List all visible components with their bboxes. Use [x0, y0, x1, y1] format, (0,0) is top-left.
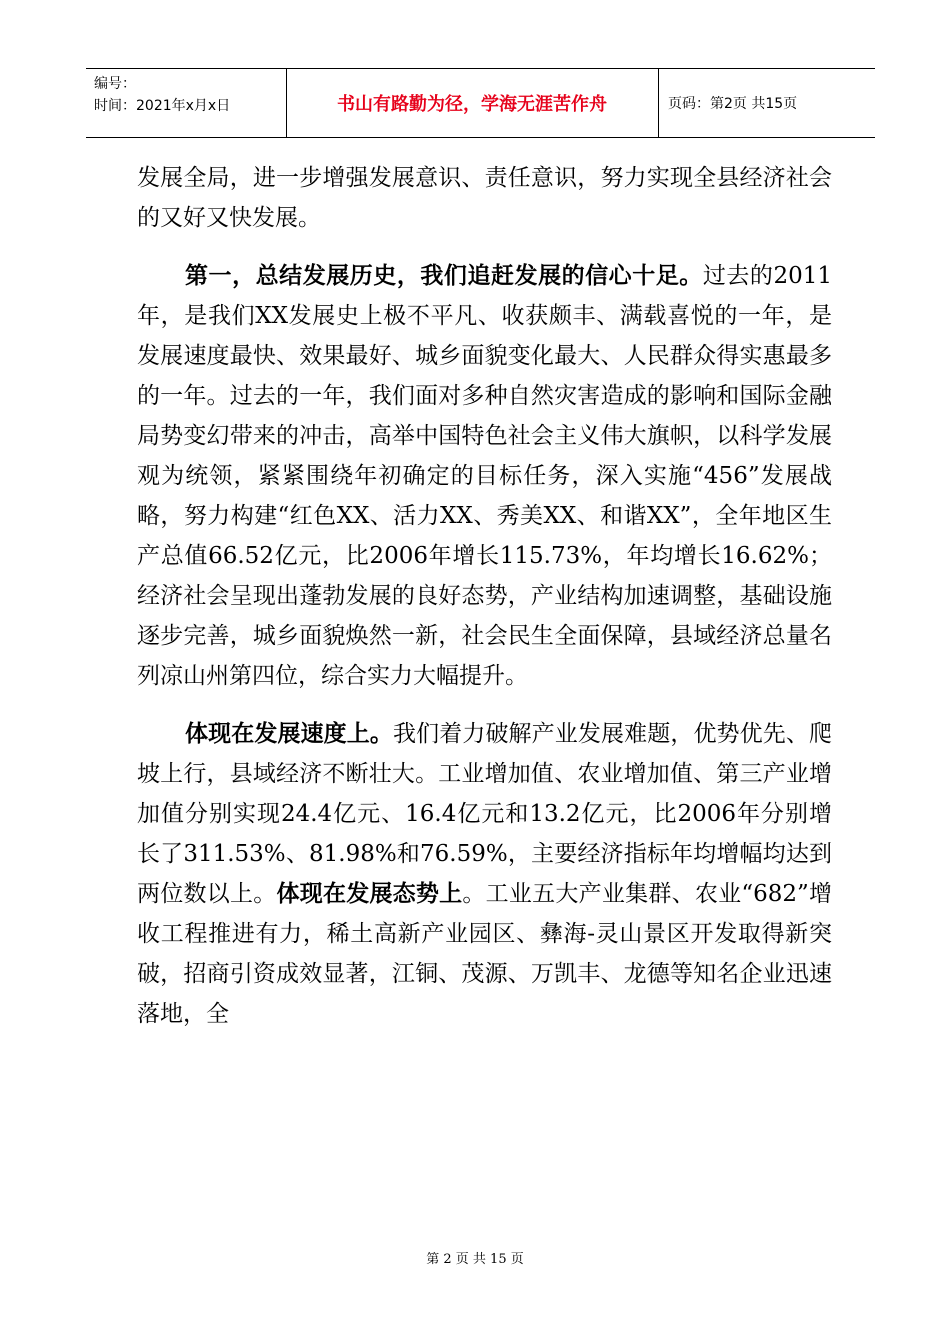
paragraph-speed [137, 714, 832, 1034]
paragraph-heading: 体现在发展速度上。 [185, 720, 393, 747]
paragraph-heading: 第一，总结发展历史，我们追赶发展的信心十足。 [185, 262, 703, 289]
header-motto: 书山有路勤为径，学海无涯苦作舟 [337, 94, 607, 115]
header-divider [658, 69, 659, 137]
paragraph-text: 我们着力破解产业发展难题，优势优先、爬坡上行，县域经济不断壮大。工业增加值、农业增加值、第三产业增加值分别实现24.4亿元、16.4亿元和13.2亿元，比2006年分别增长了311.53%、81.98%和76.59%，主要经济指标年均增幅均达到两位数以上。 [137, 721, 833, 907]
document-body [137, 158, 832, 1034]
document-number-label: 编号： [94, 76, 136, 92]
paragraph-intro: 发展全局，进一步增强发展意识、责任意识，努力实现全县经济社会的又好又快发展。 [137, 165, 832, 231]
header-page-number: 页码：第2页 共15页 [668, 96, 798, 112]
page-footer: 第 2 页 共 15 页 [426, 1252, 524, 1267]
page-header [86, 68, 875, 138]
paragraph-text: 过去的2011年，是我们XX发展史上极不平凡、收获颇丰、满载喜悦的一年，是发展速度最快、效果最好、城乡面貌变化最大、人民群众得实惠最多的一年。过去的一年，我们面对多种自然灾害造成的影响和国际金融局势变幻带来的冲击，高举中国特色社会主义伟大旗帜，以科学发展观为统领，紧紧围绕年初确定的目标任务，深入实施“456”发展战略，努力构建“红色XX、活力XX、秀美XX、和谐XX”，全年地区生产总值66.52亿元，比2006年增长115.73%，年均增长16.62%；经济社会呈现出蓬勃发展的良好态势，产业结构加速调整，基础设施逐步完善，城乡面貌焕然一新，社会民生全面保障，县域经济总量名列凉山州第四位，综合实力大幅提升。 [137, 263, 832, 689]
paragraph-history [137, 256, 832, 696]
paragraph-heading: 体现在发展态势上 [276, 880, 463, 907]
paragraph-text: 。工业五大产业集群、农业“682”增收工程推进有力，稀土高新产业园区、彝海-灵山景区开发取得新突破，招商引资成效显著，江铜、茂源、万凯丰、龙德等知名企业迅速落地，全 [137, 881, 833, 1027]
header-meta [94, 73, 230, 117]
document-time-label: 时间：2021年x月x日 [94, 98, 231, 114]
